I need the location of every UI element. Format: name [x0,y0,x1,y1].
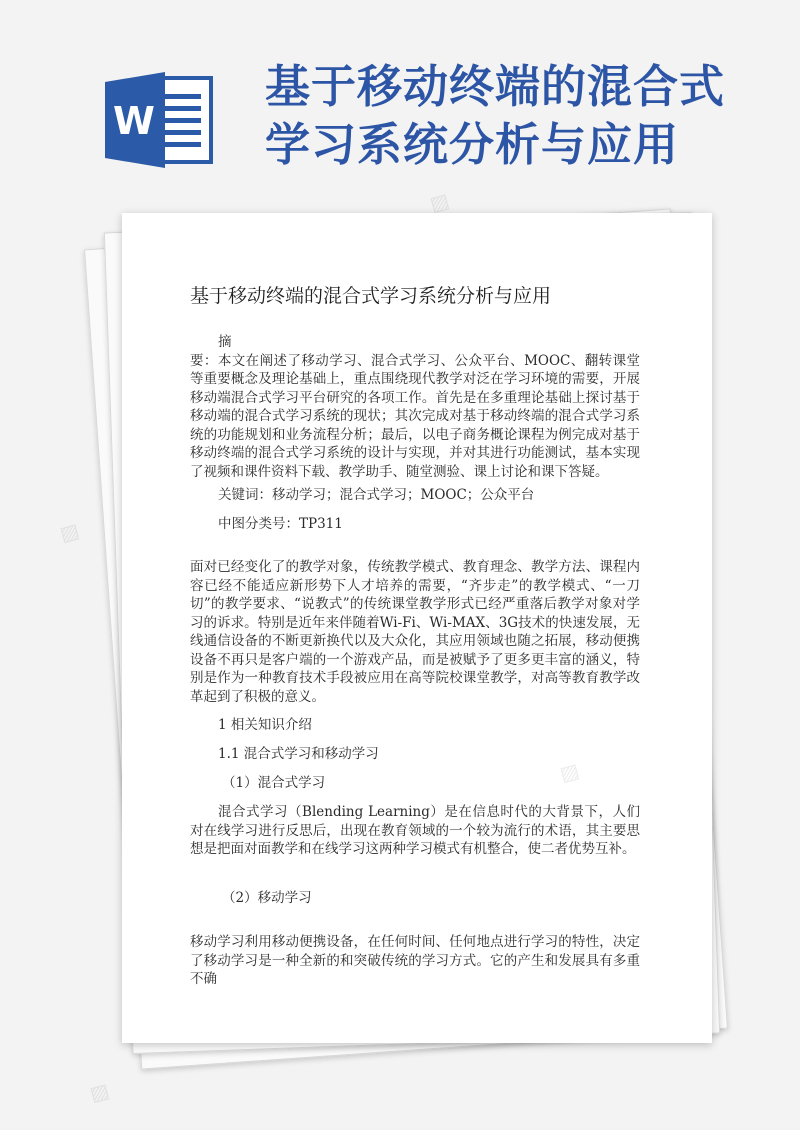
section-1-1-heading: 1.1 混合式学习和移动学习 [218,746,379,762]
list-item [190,774,640,792]
banner-title-line-1: 基于移动终端的混合式 [265,60,726,113]
keywords [190,486,640,505]
classification [190,515,640,534]
document-page [122,213,712,1043]
banner-title-line-2: 学习系统分析与应用 [265,118,680,171]
blended-paragraph-text: 混合式学习（Blending Learning）是在信息时代的大背景下，人们对在线学习进行反思后，出现在教育领域的一个较为流行的术语，其主要思想是把面对面教学和在线学习这两种学习模式有机整合，使二者优势互补。 [190,804,640,857]
banner-title [265,58,785,174]
mobile-paragraph-text: 移动学习利用移动便携设备，在任何时间、任何地点进行学习的特性，决定了移动学习是一种全新的和突破传统的学习方式。它的产生和发展具有多重不确 [190,934,640,987]
watermark: ▨ [87,1077,112,1107]
document-title: 基于移动终端的混合式学习系统分析与应用 [190,285,552,307]
item-1-heading: （1）混合式学习 [222,775,326,791]
watermark: ▨ [427,187,452,217]
section-heading [190,716,640,734]
word-document-icon [105,72,213,168]
svg-text:W: W [113,99,155,143]
list-item [190,889,640,907]
subsection-heading [190,745,640,763]
watermark: ▨ [57,517,82,547]
abstract-block [190,333,640,481]
classification-text: 中图分类号：TP311 [218,516,343,532]
abstract-body: 要：本文在阐述了移动学习、混合式学习、公众平台、MOOC、翻转课堂等重要概念及理论基础上，重点围绕现代教学对泛在学习环境的需要，开展移动端混合式学习平台研究的各项工作。首先是在多重理论基础上探讨基于移动端的混合式学习系统的现状；其次完成对基于移动终端的混合式学习系统的功能规划和业务流程分析；最后，以电子商务概论课程为例完成对基于移动终端的混合式学习系统的设计与实现，并对其进行功能测试，基本实现了视频和课件资料下载、教学助手、随堂测验、课上讨论和课下答疑。 [190,352,640,480]
intro-paragraph [190,558,640,706]
keywords-text: 关键词：移动学习；混合式学习；MOOC；公众平台 [218,487,535,503]
intro-paragraph-text: 面对已经变化了的教学对象，传统教学模式、教育理念、教学方法、课程内容已经不能适应新形势下人才培养的需要，“齐步走”的教学模式、“一刀切”的教学要求、“说教式”的传统课堂教学形式已经严重落后教学对象对学习的诉求。特别是近年来伴随着Wi-Fi、Wi-MAX、3G技术的快速发展，无线通信设备的不断更新换代以及大众化，其应用领域也随之拓展，移动便携设备不再只是客户端的一个游戏产品，而是被赋予了更多更丰富的涵义，特别是作为一种教育技术手段被应用在高等院校课堂教学，对高等教育教学改革起到了积极的意义。 [190,559,640,705]
blended-paragraph [190,803,640,859]
section-1-heading: 1 相关知识介绍 [218,717,312,733]
item-2-heading: （2）移动学习 [222,890,312,906]
abstract-heading: 摘 [218,334,232,350]
mobile-paragraph [190,933,640,989]
